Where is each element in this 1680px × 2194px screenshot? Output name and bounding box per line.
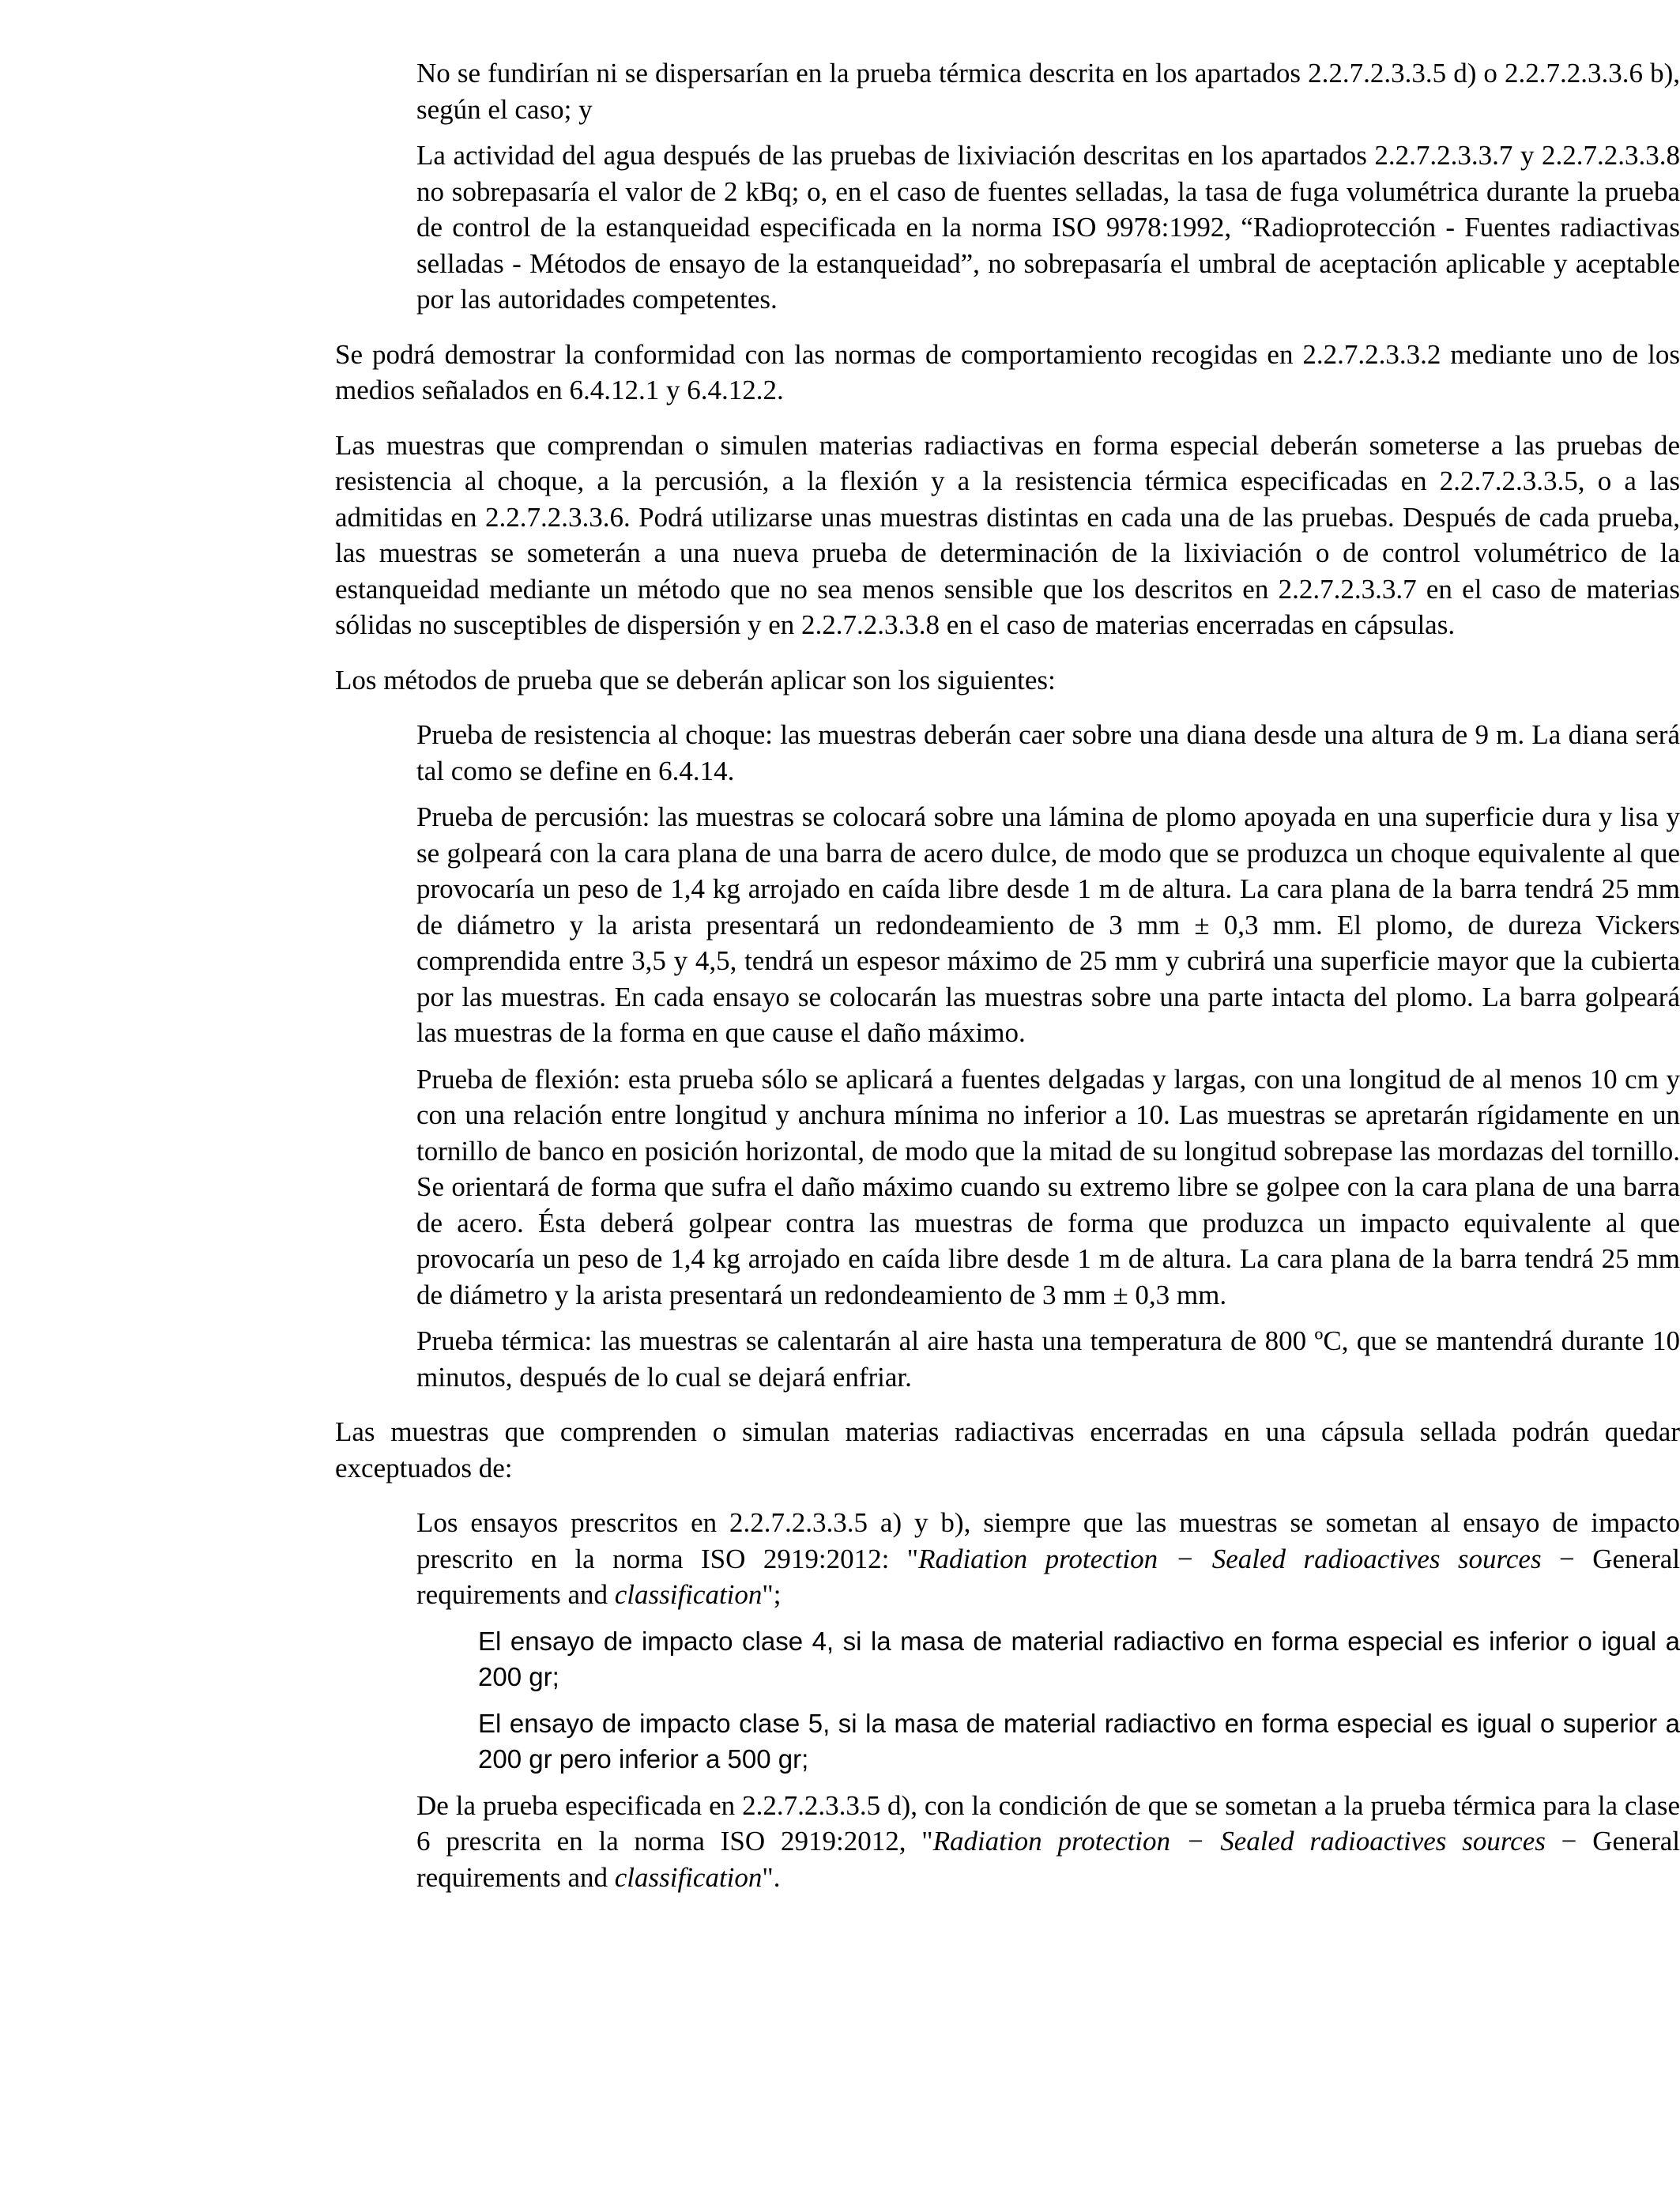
section-2-2-7-2-3-3-4 xyxy=(0,428,1680,643)
section-text: Las muestras que comprenden o simulan materias radiactivas encerradas en una cápsula sellada podrán quedar exceptuados de: xyxy=(335,1416,1680,1483)
item-italic-part: Radiation protection − Sealed radioactives sources xyxy=(932,1826,1546,1857)
section-text: Los métodos de prueba que se deberán aplicar son los siguientes: xyxy=(335,664,1056,696)
exemption-item-b xyxy=(0,1788,1680,1896)
list-item-c xyxy=(0,138,1680,318)
item-italic-part: Radiation protection − Sealed radioactives sources xyxy=(918,1543,1542,1574)
section-text: Las muestras que comprendan o simulen materias radiactivas en forma especial deberán someterse a las pruebas de resistencia al choque, a la percusión, a la flexión y a la resistencia térmica especificadas en 2.2.7.2.3.3.5, o a las admitidas en 2.2.7.2.3.3.6. Podrá utilizarse unas muestras distintas en cada una de las pruebas. Después de cada prueba, las muestras se someterán a una nueva prueba de determinación de la lixiviación o de control volumétrico de la estanqueidad mediante un método que no sea menos sensible que los descritos en 2.2.7.2.3.3.7 en el caso de materias sólidas no susceptibles de dispersión y en 2.2.7.2.3.3.8 en el caso de materias encerradas en cápsulas. xyxy=(335,429,1680,640)
section-2-2-7-2-3-3-3 xyxy=(0,337,1680,409)
item-italic-part: classification xyxy=(614,1861,763,1893)
item-text-part: Los ensayos prescritos en 2.2.7.2.3.3.5 a) y b), siempre que las muestras se sometan al ensayo de impacto prescrito en la norma ISO 2919:2012: " xyxy=(416,1507,1680,1574)
item-italic-part: classification xyxy=(614,1579,763,1610)
sub-item-ii xyxy=(0,1706,1680,1777)
test-item-c xyxy=(0,1061,1680,1314)
item-text: No se fundirían ni se dispersarían en la prueba térmica descrita en los apartados 2.2.7.2.3.3.5 d) o 2.2.7.2.3.3.6 b), según el caso; y xyxy=(416,58,1680,125)
section-text: Se podrá demostrar la conformidad con las normas de comportamiento recogidas en 2.2.7.2.3.3.2 mediante uno de los medios señalados en 6.4.12.1 y 6.4.12.2. xyxy=(335,338,1680,405)
item-text: La actividad del agua después de las pruebas de lixiviación descritas en los apartados 2.2.7.2.3.3.7 y 2.2.7.2.3.3.8 no sobrepasaría el valor de 2 kBq; o, en el caso de fuentes selladas, la tasa de fuga volumétrica durante la prueba de control de la estanqueidad especificada en la norma ISO 9978:1992, “Radioprotección - Fuentes radiactivas selladas - Métodos de ensayo de la estanqueidad”, no sobrepasaría el umbral de aceptación aplicable y aceptable por las autoridades competentes. xyxy=(416,140,1680,315)
item-text-part: De la prueba especificada en 2.2.7.2.3.3.5 d), con la condición de que se sometan a la prueba térmica para la clase 6 prescrita en la norma ISO 2919:2012, " xyxy=(416,1789,1680,1857)
item-text-part: "; xyxy=(762,1579,782,1610)
sub-item-text: El ensayo de impacto clase 5, si la masa de material radiactivo en forma especial es igual o superior a 200 gr pero inferior a 500 gr; xyxy=(478,1708,1680,1774)
section-2-2-7-2-3-3-6 xyxy=(0,1414,1680,1486)
item-text-part: ". xyxy=(762,1861,781,1893)
item-text-part: − General requirements and xyxy=(416,1543,1680,1610)
sub-item-i xyxy=(0,1623,1680,1695)
item-text: Prueba de percusión: las muestras se colocará sobre una lámina de plomo apoyada en una superficie dura y lisa y se golpeará con la cara plana de una barra de acero dulce, de modo que se produzca un choque equivalente al que provocaría un peso de 1,4 kg arrojado en caída libre desde 1 m de altura. La cara plana de la barra tendrá 25 mm de diámetro y la arista presentará un redondeamiento de 3 mm ± 0,3 mm. El plomo, de dureza Vickers comprendida entre 3,5 y 4,5, tendrá un espesor máximo de 25 mm y cubrirá una superficie mayor que la cubierta por las muestras. En cada ensayo se colocarán las muestras sobre una parte intacta del plomo. La barra golpeará las muestras de la forma en que cause el daño máximo. xyxy=(416,801,1680,1048)
section-2-2-7-2-3-3-5 xyxy=(0,662,1680,699)
item-text: Prueba de resistencia al choque: las muestras deberán caer sobre una diana desde una altura de 9 m. La diana será tal como se define en 6.4.14. xyxy=(416,719,1680,786)
item-text: Prueba de flexión: esta prueba sólo se aplicará a fuentes delgadas y largas, con una longitud de al menos 10 cm y con una relación entre longitud y anchura mínima no inferior a 10. Las muestras se apretarán rígidamente en un tornillo de banco en posición horizontal, de modo que la mitad de su longitud sobrepase las mordazas del tornillo. Se orientará de forma que sufra el daño máximo cuando su extremo libre se golpee con la cara plana de una barra de acero. Ésta deberá golpear contra las muestras de forma que produzca un impacto equivalente al que provocaría un peso de 1,4 kg arrojado en caída libre desde 1 m de altura. La cara plana de la barra tendrá 25 mm de diámetro y la arista presentará un redondeamiento de 3 mm ± 0,3 mm. xyxy=(416,1063,1680,1310)
sub-item-text: El ensayo de impacto clase 4, si la masa de material radiactivo en forma especial es inferior o igual a 200 gr; xyxy=(478,1626,1680,1691)
test-item-d xyxy=(0,1323,1680,1395)
exemption-item-a xyxy=(0,1505,1680,1613)
list-item-b xyxy=(0,55,1680,127)
item-text: Prueba térmica: las muestras se calentarán al aire hasta una temperatura de 800 ºC, que se mantendrá durante 10 minutos, después de lo cual se dejará enfriar. xyxy=(416,1325,1680,1393)
test-item-b xyxy=(0,799,1680,1051)
item-text-part: − General requirements and xyxy=(416,1826,1680,1893)
test-item-a xyxy=(0,717,1680,789)
